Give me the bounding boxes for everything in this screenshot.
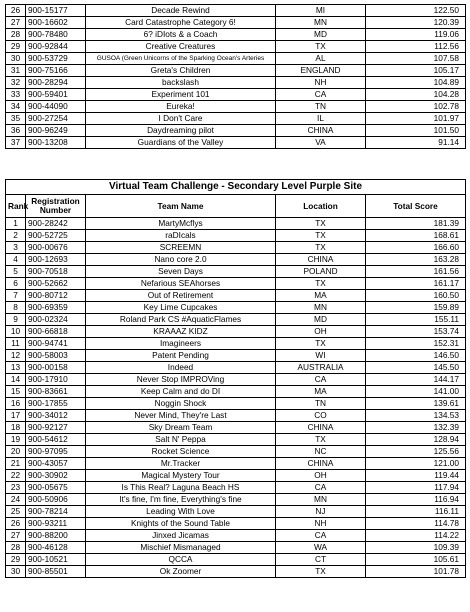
registration-number-cell: 900-17910 bbox=[26, 374, 86, 386]
location-cell: TX bbox=[276, 338, 366, 350]
registration-number-cell: 900-15177 bbox=[26, 5, 86, 17]
registration-number-cell: 900-93211 bbox=[26, 518, 86, 530]
table-row bbox=[6, 125, 466, 137]
team-name-cell: Jinxed Jicamas bbox=[86, 530, 276, 542]
registration-number-cell: 900-85501 bbox=[26, 566, 86, 578]
table-row bbox=[6, 290, 466, 302]
location-cell: CHINA bbox=[276, 458, 366, 470]
table-row bbox=[6, 506, 466, 518]
registration-number-cell: 900-59401 bbox=[26, 89, 86, 101]
previous-results-body bbox=[6, 5, 466, 149]
registration-number-cell: 900-78480 bbox=[26, 29, 86, 41]
total-score-header: Total Score bbox=[366, 195, 466, 218]
rank-cell: 1 bbox=[6, 218, 26, 230]
location-cell: MD bbox=[276, 314, 366, 326]
location-cell: TX bbox=[276, 242, 366, 254]
rank-cell: 33 bbox=[6, 89, 26, 101]
rank-cell: 12 bbox=[6, 350, 26, 362]
team-name-header: Team Name bbox=[86, 195, 276, 218]
rank-cell: 19 bbox=[6, 434, 26, 446]
total-score-cell: 114.78 bbox=[366, 518, 466, 530]
total-score-cell: 120.39 bbox=[366, 17, 466, 29]
location-cell: MD bbox=[276, 29, 366, 41]
registration-number-cell: 900-92127 bbox=[26, 422, 86, 434]
rank-cell: 11 bbox=[6, 338, 26, 350]
registration-number-cell: 900-58003 bbox=[26, 350, 86, 362]
total-score-cell: 109.39 bbox=[366, 542, 466, 554]
total-score-cell: 102.78 bbox=[366, 101, 466, 113]
total-score-cell: 128.94 bbox=[366, 434, 466, 446]
location-cell: CA bbox=[276, 89, 366, 101]
registration-number-cell: 900-66818 bbox=[26, 326, 86, 338]
rank-cell: 29 bbox=[6, 554, 26, 566]
rank-cell: 14 bbox=[6, 374, 26, 386]
team-name-cell: Creative Creatures bbox=[86, 41, 276, 53]
registration-number-cell: 900-54612 bbox=[26, 434, 86, 446]
team-name-cell: Daydreaming pilot bbox=[86, 125, 276, 137]
total-score-cell: 104.28 bbox=[366, 89, 466, 101]
total-score-cell: 121.00 bbox=[366, 458, 466, 470]
table-row bbox=[6, 41, 466, 53]
rank-cell: 28 bbox=[6, 542, 26, 554]
location-cell: TX bbox=[276, 41, 366, 53]
table-row bbox=[6, 101, 466, 113]
rank-cell: 26 bbox=[6, 5, 26, 17]
rank-cell: 31 bbox=[6, 65, 26, 77]
total-score-cell: 116.94 bbox=[366, 494, 466, 506]
rank-cell: 6 bbox=[6, 278, 26, 290]
location-cell: OH bbox=[276, 326, 366, 338]
table-row bbox=[6, 5, 466, 17]
team-name-cell: Indeed bbox=[86, 362, 276, 374]
registration-number-cell: 900-96249 bbox=[26, 125, 86, 137]
registration-number-cell: 900-46128 bbox=[26, 542, 86, 554]
total-score-cell: 119.44 bbox=[366, 470, 466, 482]
location-cell: CA bbox=[276, 374, 366, 386]
table-row bbox=[6, 242, 466, 254]
team-name-cell: Nefarious SEAhorses bbox=[86, 278, 276, 290]
location-cell: MN bbox=[276, 302, 366, 314]
total-score-cell: 105.17 bbox=[366, 65, 466, 77]
team-name-cell: Knights of the Sound Table bbox=[86, 518, 276, 530]
table-row bbox=[6, 89, 466, 101]
total-score-cell: 166.60 bbox=[366, 242, 466, 254]
team-name-cell: 6? iDIots & a Coach bbox=[86, 29, 276, 41]
column-header-row bbox=[6, 195, 466, 218]
registration-number-cell: 900-30902 bbox=[26, 470, 86, 482]
registration-number-cell: 900-10521 bbox=[26, 554, 86, 566]
registration-number-cell: 900-83661 bbox=[26, 386, 86, 398]
rank-cell: 36 bbox=[6, 125, 26, 137]
rank-cell: 27 bbox=[6, 17, 26, 29]
registration-number-cell: 900-34012 bbox=[26, 410, 86, 422]
location-cell: TX bbox=[276, 278, 366, 290]
location-cell: VA bbox=[276, 137, 366, 149]
total-score-cell: 153.74 bbox=[366, 326, 466, 338]
total-score-cell: 117.94 bbox=[366, 482, 466, 494]
team-name-cell: GUSOA (Green Unicorns of the Sparking Ocean's Arteries bbox=[86, 53, 276, 65]
total-score-cell: 122.50 bbox=[366, 5, 466, 17]
team-name-cell: Card Catastrophe Category 6! bbox=[86, 17, 276, 29]
total-score-cell: 112.56 bbox=[366, 41, 466, 53]
location-cell: WA bbox=[276, 542, 366, 554]
team-name-cell: It's fine, I'm fine, Everything's fine bbox=[86, 494, 276, 506]
team-name-cell: Seven Days bbox=[86, 266, 276, 278]
rank-cell: 22 bbox=[6, 470, 26, 482]
registration-number-cell: 900-75166 bbox=[26, 65, 86, 77]
team-name-cell: Magical Mystery Tour bbox=[86, 470, 276, 482]
total-score-cell: 161.56 bbox=[366, 266, 466, 278]
location-cell: MI bbox=[276, 5, 366, 17]
location-cell: ENGLAND bbox=[276, 65, 366, 77]
location-cell: CHINA bbox=[276, 254, 366, 266]
location-cell: IL bbox=[276, 113, 366, 125]
rank-cell: 28 bbox=[6, 29, 26, 41]
location-cell: NC bbox=[276, 446, 366, 458]
rank-cell: 10 bbox=[6, 326, 26, 338]
team-name-cell: SCREEMN bbox=[86, 242, 276, 254]
rank-cell: 26 bbox=[6, 518, 26, 530]
registration-number-cell: 900-05675 bbox=[26, 482, 86, 494]
total-score-cell: 139.61 bbox=[366, 398, 466, 410]
registration-number-cell: 900-52725 bbox=[26, 230, 86, 242]
total-score-cell: 116.11 bbox=[366, 506, 466, 518]
table-row bbox=[6, 113, 466, 125]
table-row bbox=[6, 218, 466, 230]
location-cell: WI bbox=[276, 350, 366, 362]
total-score-cell: 114.22 bbox=[366, 530, 466, 542]
table-row bbox=[6, 434, 466, 446]
total-score-cell: 181.39 bbox=[366, 218, 466, 230]
team-name-cell: Greta's Children bbox=[86, 65, 276, 77]
table-row bbox=[6, 398, 466, 410]
team-name-cell: Decade Rewind bbox=[86, 5, 276, 17]
registration-number-cell: 900-43057 bbox=[26, 458, 86, 470]
rank-cell: 15 bbox=[6, 386, 26, 398]
location-cell: TN bbox=[276, 101, 366, 113]
team-name-cell: Never Mind, They're Last bbox=[86, 410, 276, 422]
location-cell: TN bbox=[276, 398, 366, 410]
team-name-cell: Rocket Science bbox=[86, 446, 276, 458]
registration-number-cell: 900-13208 bbox=[26, 137, 86, 149]
total-score-cell: 168.61 bbox=[366, 230, 466, 242]
rank-cell: 27 bbox=[6, 530, 26, 542]
team-name-cell: KRAAAZ KIDZ bbox=[86, 326, 276, 338]
table-title-row bbox=[6, 180, 466, 195]
registration-number-cell: 900-88200 bbox=[26, 530, 86, 542]
total-score-cell: 134.53 bbox=[366, 410, 466, 422]
table-row bbox=[6, 518, 466, 530]
location-cell: AL bbox=[276, 53, 366, 65]
rank-cell: 23 bbox=[6, 482, 26, 494]
registration-number-cell: 900-94741 bbox=[26, 338, 86, 350]
team-name-cell: QCCA bbox=[86, 554, 276, 566]
table-row bbox=[6, 266, 466, 278]
total-score-cell: 152.31 bbox=[366, 338, 466, 350]
team-name-cell: Is This Real? Laguna Beach HS bbox=[86, 482, 276, 494]
rank-cell: 16 bbox=[6, 398, 26, 410]
table-row bbox=[6, 542, 466, 554]
location-cell: CHINA bbox=[276, 125, 366, 137]
location-cell: AUSTRALIA bbox=[276, 362, 366, 374]
total-score-cell: 141.00 bbox=[366, 386, 466, 398]
total-score-cell: 119.06 bbox=[366, 29, 466, 41]
total-score-cell: 161.17 bbox=[366, 278, 466, 290]
total-score-cell: 145.50 bbox=[366, 362, 466, 374]
registration-number-cell: 900-97095 bbox=[26, 446, 86, 458]
team-name-cell: Never Stop IMPROVing bbox=[86, 374, 276, 386]
rank-cell: 3 bbox=[6, 242, 26, 254]
table-row bbox=[6, 374, 466, 386]
rank-cell: 29 bbox=[6, 41, 26, 53]
table-row bbox=[6, 338, 466, 350]
location-cell: TX bbox=[276, 566, 366, 578]
table-row bbox=[6, 230, 466, 242]
table-row bbox=[6, 422, 466, 434]
table-row bbox=[6, 77, 466, 89]
challenge-results-body bbox=[6, 180, 466, 578]
location-cell: MN bbox=[276, 494, 366, 506]
table-row bbox=[6, 65, 466, 77]
team-name-cell: Key Lime Cupcakes bbox=[86, 302, 276, 314]
registration-number-cell: 900-28294 bbox=[26, 77, 86, 89]
table-row bbox=[6, 530, 466, 542]
team-name-cell: Sky Dream Team bbox=[86, 422, 276, 434]
rank-cell: 30 bbox=[6, 53, 26, 65]
team-name-cell: Noggin Shock bbox=[86, 398, 276, 410]
team-name-cell: Out of Retirement bbox=[86, 290, 276, 302]
location-cell: CO bbox=[276, 410, 366, 422]
location-cell: MA bbox=[276, 290, 366, 302]
total-score-cell: 105.61 bbox=[366, 554, 466, 566]
table-row bbox=[6, 350, 466, 362]
team-name-cell: backslash bbox=[86, 77, 276, 89]
registration-number-cell: 900-69359 bbox=[26, 302, 86, 314]
table-row bbox=[6, 302, 466, 314]
registration-number-cell: 900-78214 bbox=[26, 506, 86, 518]
team-name-cell: Mischief Mismanaged bbox=[86, 542, 276, 554]
registration-number-cell: 900-16602 bbox=[26, 17, 86, 29]
rank-cell: 5 bbox=[6, 266, 26, 278]
registration-number-cell: 900-02324 bbox=[26, 314, 86, 326]
location-cell: CA bbox=[276, 482, 366, 494]
total-score-cell: 144.17 bbox=[366, 374, 466, 386]
total-score-cell: 125.56 bbox=[366, 446, 466, 458]
rank-cell: 24 bbox=[6, 494, 26, 506]
table-row bbox=[6, 254, 466, 266]
rank-cell: 8 bbox=[6, 302, 26, 314]
registration-number-cell: 900-28242 bbox=[26, 218, 86, 230]
team-name-cell: Nano core 2.0 bbox=[86, 254, 276, 266]
location-cell: MA bbox=[276, 386, 366, 398]
team-name-cell: Guardians of the Valley bbox=[86, 137, 276, 149]
total-score-cell: 160.50 bbox=[366, 290, 466, 302]
rank-cell: 18 bbox=[6, 422, 26, 434]
table-row bbox=[6, 470, 466, 482]
total-score-cell: 107.58 bbox=[366, 53, 466, 65]
location-header: Location bbox=[276, 195, 366, 218]
registration-number-cell: 900-70518 bbox=[26, 266, 86, 278]
table-row bbox=[6, 446, 466, 458]
rank-cell: 17 bbox=[6, 410, 26, 422]
table-row bbox=[6, 29, 466, 41]
table-row bbox=[6, 458, 466, 470]
total-score-cell: 101.50 bbox=[366, 125, 466, 137]
total-score-cell: 163.28 bbox=[366, 254, 466, 266]
total-score-cell: 101.97 bbox=[366, 113, 466, 125]
location-cell: TX bbox=[276, 218, 366, 230]
team-name-cell: Ok Zoomer bbox=[86, 566, 276, 578]
rank-cell: 4 bbox=[6, 254, 26, 266]
total-score-cell: 101.78 bbox=[366, 566, 466, 578]
rank-cell: 7 bbox=[6, 290, 26, 302]
challenge-results-table bbox=[5, 179, 466, 578]
previous-results-table bbox=[5, 4, 466, 149]
table-row bbox=[6, 362, 466, 374]
table-row bbox=[6, 314, 466, 326]
team-name-cell: raDIcals bbox=[86, 230, 276, 242]
registration-number-cell: 900-92844 bbox=[26, 41, 86, 53]
location-cell: NH bbox=[276, 77, 366, 89]
registration-number-header: Registration Number bbox=[26, 195, 86, 218]
rank-cell: 25 bbox=[6, 506, 26, 518]
total-score-cell: 159.89 bbox=[366, 302, 466, 314]
table-row bbox=[6, 566, 466, 578]
table-row bbox=[6, 278, 466, 290]
rank-cell: 35 bbox=[6, 113, 26, 125]
rank-cell: 9 bbox=[6, 314, 26, 326]
table-row bbox=[6, 494, 466, 506]
total-score-cell: 146.50 bbox=[366, 350, 466, 362]
rank-cell: 13 bbox=[6, 362, 26, 374]
table-title: Virtual Team Challenge - Secondary Level Purple Site bbox=[6, 180, 466, 195]
location-cell: TX bbox=[276, 434, 366, 446]
registration-number-cell: 900-17855 bbox=[26, 398, 86, 410]
team-name-cell: Imagineers bbox=[86, 338, 276, 350]
rank-cell: 34 bbox=[6, 101, 26, 113]
team-name-cell: Roland Park CS #AquaticFlames bbox=[86, 314, 276, 326]
total-score-cell: 132.39 bbox=[366, 422, 466, 434]
table-row bbox=[6, 482, 466, 494]
rank-cell: 2 bbox=[6, 230, 26, 242]
location-cell: MN bbox=[276, 17, 366, 29]
total-score-cell: 91.14 bbox=[366, 137, 466, 149]
team-name-cell: Keep Calm and do DI bbox=[86, 386, 276, 398]
table-row bbox=[6, 386, 466, 398]
location-cell: CT bbox=[276, 554, 366, 566]
rank-cell: 30 bbox=[6, 566, 26, 578]
total-score-cell: 155.11 bbox=[366, 314, 466, 326]
registration-number-cell: 900-53729 bbox=[26, 53, 86, 65]
team-name-cell: Eureka! bbox=[86, 101, 276, 113]
team-name-cell: Salt N' Peppa bbox=[86, 434, 276, 446]
team-name-cell: I Don't Care bbox=[86, 113, 276, 125]
location-cell: CHINA bbox=[276, 422, 366, 434]
team-name-cell: MartyMcflys bbox=[86, 218, 276, 230]
registration-number-cell: 900-27254 bbox=[26, 113, 86, 125]
rank-cell: 32 bbox=[6, 77, 26, 89]
total-score-cell: 104.89 bbox=[366, 77, 466, 89]
location-cell: CA bbox=[276, 530, 366, 542]
rank-header: Rank bbox=[6, 195, 26, 218]
registration-number-cell: 900-12693 bbox=[26, 254, 86, 266]
rank-cell: 21 bbox=[6, 458, 26, 470]
registration-number-cell: 900-80712 bbox=[26, 290, 86, 302]
table-row bbox=[6, 53, 466, 65]
registration-number-cell: 900-00676 bbox=[26, 242, 86, 254]
location-cell: TX bbox=[276, 230, 366, 242]
location-cell: NJ bbox=[276, 506, 366, 518]
table-row bbox=[6, 137, 466, 149]
team-name-cell: Patent Pending bbox=[86, 350, 276, 362]
registration-number-cell: 900-52662 bbox=[26, 278, 86, 290]
rank-cell: 20 bbox=[6, 446, 26, 458]
location-cell: OH bbox=[276, 470, 366, 482]
location-cell: NH bbox=[276, 518, 366, 530]
table-row bbox=[6, 410, 466, 422]
registration-number-cell: 900-44090 bbox=[26, 101, 86, 113]
registration-number-cell: 900-00158 bbox=[26, 362, 86, 374]
registration-number-cell: 900-50906 bbox=[26, 494, 86, 506]
team-name-cell: Leading With Love bbox=[86, 506, 276, 518]
table-row bbox=[6, 554, 466, 566]
team-name-cell: Mr.Tracker bbox=[86, 458, 276, 470]
table-row bbox=[6, 17, 466, 29]
table-row bbox=[6, 326, 466, 338]
team-name-cell: Experiment 101 bbox=[86, 89, 276, 101]
location-cell: POLAND bbox=[276, 266, 366, 278]
rank-cell: 37 bbox=[6, 137, 26, 149]
